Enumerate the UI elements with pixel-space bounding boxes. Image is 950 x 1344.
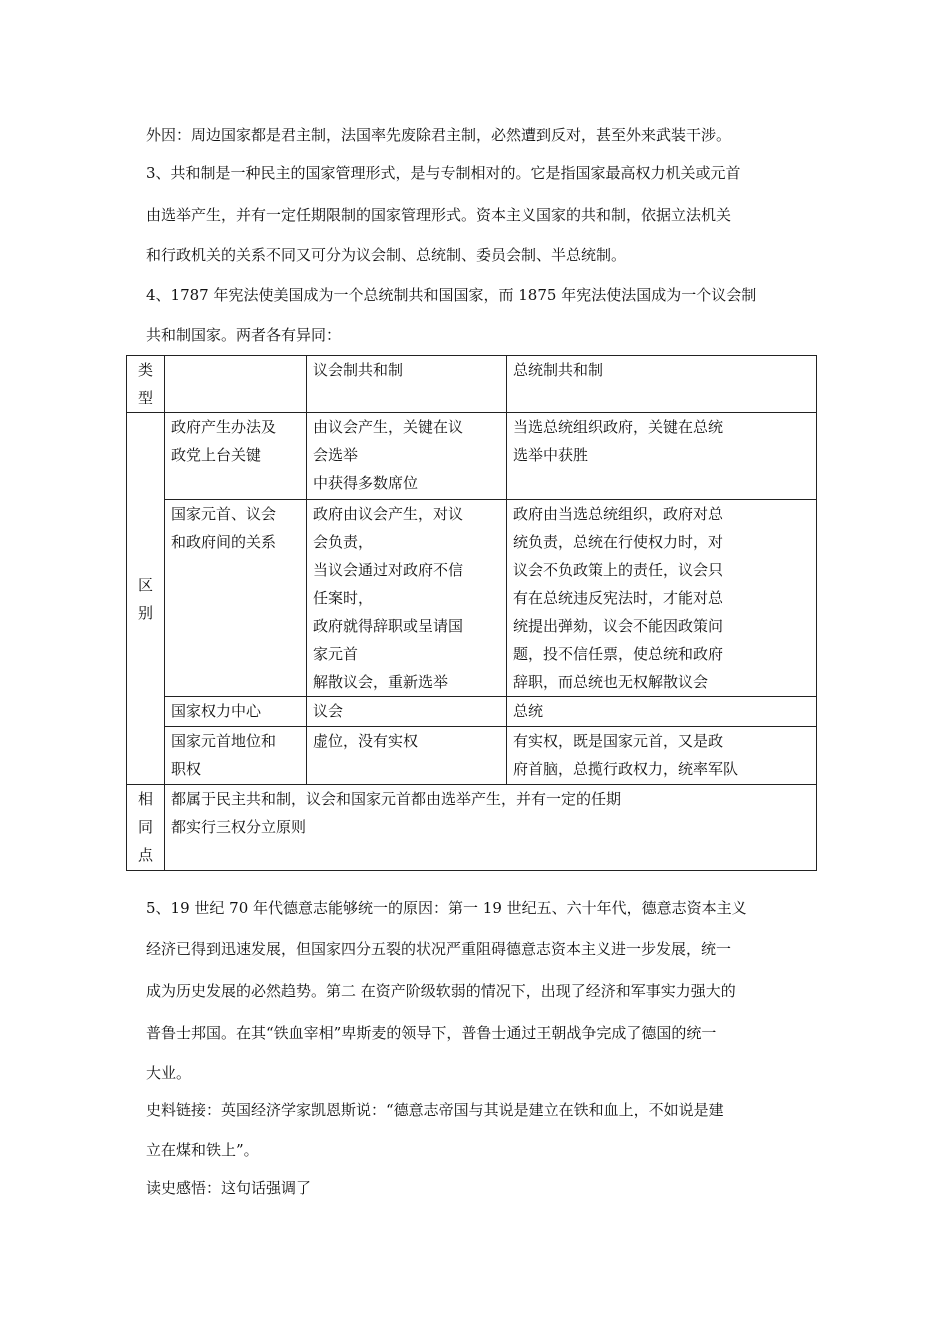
comparison-table [126, 355, 817, 871]
row-item-cell: 政府产生办法及 政党上台关键 [165, 413, 307, 500]
row-item-cell: 国家元首、议会 和政府间的关系 [165, 500, 307, 697]
paragraph-unification-line-1: 5、19 世纪 70 年代德意志能够统一的原因：第一 19 世纪五、六十年代，德意志资本主义 [146, 899, 747, 917]
paragraph-republic-line-2: 由选举产生，并有一定任期限制的国家管理形式。资本主义国家的共和制，依据立法机关 [146, 206, 732, 224]
row-parliamentary-cell: 政府由议会产生，对议 会负责， 当议会通过对政府不信 任案时， 政府就得辞职或呈请国 家元首 解散议会，重新选举 [307, 500, 507, 697]
table-row [127, 727, 817, 785]
paragraph-constitution-line-2: 共和制国家。两者各有异同： [146, 326, 342, 344]
table-row [127, 413, 817, 500]
paragraph-reflection: 读史感悟：这句话强调了 [146, 1179, 312, 1197]
header-type-cell: 类 型 [127, 356, 165, 413]
paragraph-republic-line-1: 3、共和制是一种民主的国家管理形式，是与专制相对的。它是指国家最高权力机关或元首 [146, 164, 741, 182]
paragraph-republic-line-3: 和行政机关的关系不同又可分为议会制、总统制、委员会制、半总统制。 [146, 246, 627, 264]
paragraph-external-causes: 外因：周边国家都是君主制，法国率先废除君主制，必然遭到反对，甚至外来武装干涉。 [146, 126, 732, 144]
header-presidential: 总统制共和制 [507, 356, 817, 413]
row-presidential-cell: 政府由当选总统组织，政府对总 统负责，总统在行使权力时，对 议会不负政策上的责任，议会只 有在总统违反宪法时，才能对总 统提出弹劾，议会不能因政策问 题，投不信任票，使总统和政府 辞职，而总统也无权解散议会 [507, 500, 817, 697]
row-parliamentary-cell: 虚位，没有实权 [307, 727, 507, 785]
row-parliamentary-cell: 由议会产生，关键在议 会选举 中获得多数席位 [307, 413, 507, 500]
row-presidential-cell: 当选总统组织政府，关键在总统 选举中获胜 [507, 413, 817, 500]
header-parliamentary: 议会制共和制 [307, 356, 507, 413]
paragraph-constitution-line-1: 4、1787 年宪法使美国成为一个总统制共和国国家，而 1875 年宪法使法国成为一个议会制 [146, 286, 757, 304]
paragraph-unification-line-2: 经济已得到迅速发展，但国家四分五裂的状况严重阻碍德意志资本主义进一步发展，统一 [146, 940, 732, 958]
table-header-row [127, 356, 817, 413]
table-row-similarities [127, 785, 817, 871]
table-row [127, 697, 817, 727]
paragraph-source-line-2: 立在煤和铁上”。 [146, 1141, 259, 1159]
table-row [127, 500, 817, 697]
similarities-label-cell: 相 同 点 [127, 785, 165, 871]
paragraph-source-line-1: 史料链接：英国经济学家凯恩斯说：“德意志帝国与其说是建立在铁和血上，不如说是建 [146, 1101, 724, 1119]
difference-label-cell: 区 别 [127, 413, 165, 785]
similarities-text-cell: 都属于民主共和制，议会和国家元首都由选举产生，并有一定的任期 都实行三权分立原则 [165, 785, 817, 871]
row-parliamentary-cell: 议会 [307, 697, 507, 727]
paragraph-unification-line-3: 成为历史发展的必然趋势。第二 在资产阶级软弱的情况下，出现了经济和军事实力强大的 [146, 982, 736, 1000]
paragraph-unification-line-5: 大业。 [146, 1064, 192, 1082]
row-item-cell: 国家权力中心 [165, 697, 307, 727]
paragraph-unification-line-4: 普鲁士邦国。在其“铁血宰相”卑斯麦的领导下，普鲁士通过王朝战争完成了德国的统一 [146, 1024, 717, 1042]
header-empty-cell [165, 356, 307, 413]
row-presidential-cell: 有实权，既是国家元首，又是政 府首脑，总揽行政权力，统率军队 [507, 727, 817, 785]
row-presidential-cell: 总统 [507, 697, 817, 727]
row-item-cell: 国家元首地位和 职权 [165, 727, 307, 785]
